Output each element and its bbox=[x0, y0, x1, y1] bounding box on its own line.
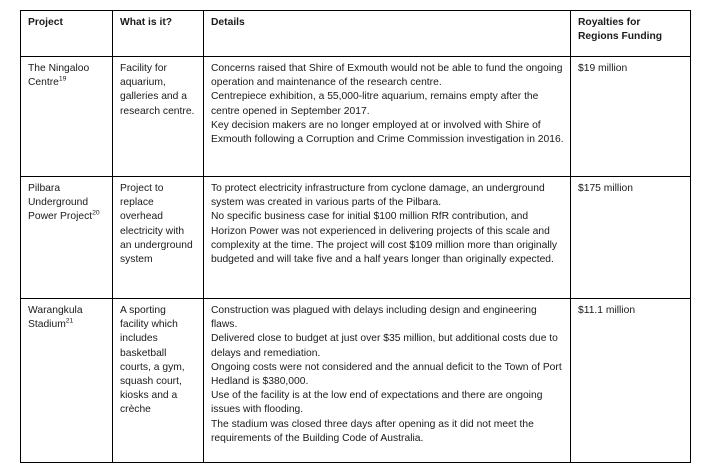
column-header-funding-line2: Regions Funding bbox=[578, 31, 663, 43]
detail-line: No specific business case for initial $100 million RfR contribution, and Horizon Power was not experienced in delivering projects of this scale and complexity at the time. The project will cost $109 million more than originally budgeted and will take five and a half years longer than originally expected. bbox=[211, 211, 558, 266]
cell-what-is-it: A sporting facility which includes basketball courts, a gym, squash court, kiosks and a crèche bbox=[113, 299, 204, 463]
column-header-project: Project bbox=[21, 11, 113, 57]
table-row bbox=[21, 177, 691, 299]
cell-what-is-it: Project to replace overhead electricity with an underground system bbox=[113, 177, 204, 299]
cell-project-name bbox=[21, 177, 113, 299]
detail-line: Concerns raised that Shire of Exmouth would not be able to fund the ongoing operation and maintenance of the research centre. bbox=[211, 63, 563, 89]
column-header-details: Details bbox=[204, 11, 571, 57]
table-header-row bbox=[21, 11, 691, 57]
cell-details bbox=[204, 177, 571, 299]
cell-project-name bbox=[21, 57, 113, 177]
detail-line: To protect electricity infrastructure from cyclone damage, an underground system was created in various parts of the Pilbara. bbox=[211, 183, 545, 209]
column-header-funding-line1: Royalties for bbox=[578, 17, 641, 28]
detail-line: Construction was plagued with delays including design and engineering flaws. bbox=[211, 305, 537, 331]
column-header-what-is-it: What is it? bbox=[113, 11, 204, 57]
table-row bbox=[21, 299, 691, 463]
table-row bbox=[21, 57, 691, 177]
column-header-funding bbox=[571, 11, 691, 57]
detail-line: Key decision makers are no longer employed at or involved with Shire of Exmouth following a Corruption and Crime Commission investigation in 2016. bbox=[211, 119, 564, 146]
cell-details bbox=[204, 57, 571, 177]
project-title: The Ningaloo Centre bbox=[28, 63, 90, 89]
cell-funding: $19 million bbox=[571, 57, 691, 177]
cell-funding: $175 million bbox=[571, 177, 691, 299]
project-title: Warangkula Stadium bbox=[28, 305, 83, 331]
detail-line: Ongoing costs were not considered and the annual deficit to the Town of Port Hedland is $380,000. bbox=[211, 361, 562, 388]
table-container bbox=[20, 10, 690, 463]
footnote-marker: 19 bbox=[58, 75, 67, 83]
detail-line: Centrepiece exhibition, a 55,000-litre aquarium, remains empty after the centre opened in September 2017. bbox=[211, 91, 539, 117]
detail-line: The stadium was closed three days after opening as it did not meet the requirements of the Building Code of Australia. bbox=[211, 418, 534, 444]
cell-details bbox=[204, 299, 571, 463]
cell-funding: $11.1 million bbox=[571, 299, 691, 463]
footnote-marker: 20 bbox=[92, 209, 100, 217]
detail-line: Use of the facility is at the low end of expectations and there are ongoing issues with flooding. bbox=[211, 390, 543, 416]
cell-project-name bbox=[21, 299, 113, 463]
footnote-marker: 21 bbox=[65, 317, 74, 325]
projects-table bbox=[20, 10, 691, 463]
cell-what-is-it: Facility for aquarium, galleries and a research centre. bbox=[113, 57, 204, 177]
project-title: Pilbara Underground Power Project bbox=[28, 183, 93, 223]
detail-line: Delivered close to budget at just over $35 million, but additional costs due to delays and remediation. bbox=[211, 333, 558, 359]
